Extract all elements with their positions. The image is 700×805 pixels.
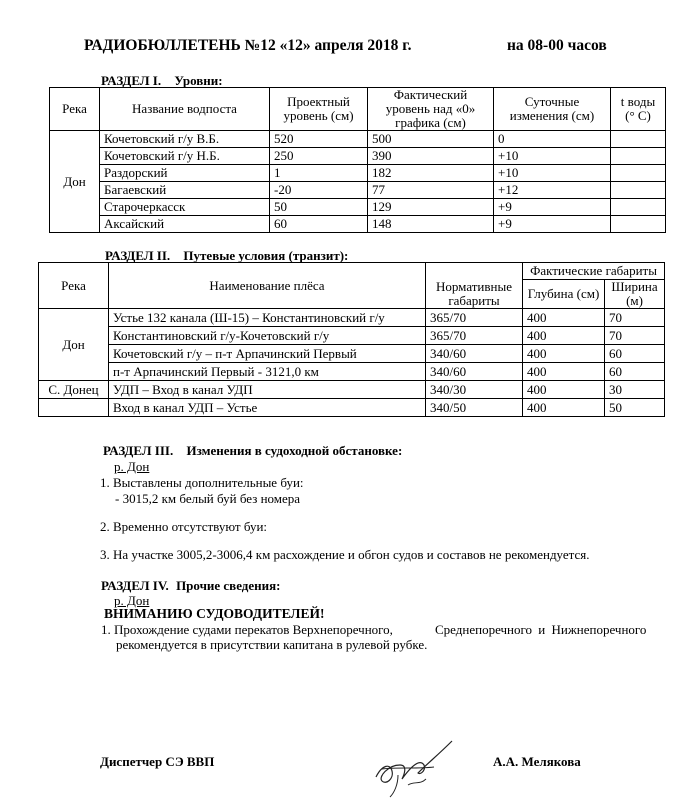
width-cell: 70 [605,309,665,327]
section3-item3: 3. На участке 3005,2-3006,4 км расхождение и обгон судов и составов не рекомендуется. [100,547,590,562]
change-cell: +12 [494,182,611,199]
section2-name: Путевые условия (транзит): [183,248,349,263]
col-reach: Наименование плёса [109,263,426,309]
river-cell: Дон [39,309,109,381]
temp-cell [611,131,666,148]
width-cell: 60 [605,363,665,381]
norm-cell: 340/60 [426,363,523,381]
post-cell: Старочеркасск [100,199,270,216]
section4-label: РАЗДЕЛ IV. [101,578,169,593]
change-cell: +9 [494,216,611,233]
attention-heading: ВНИМАНИЮ СУДОВОДИТЕЛЕЙ! [104,606,325,621]
col-norm: Нормативные габариты [426,263,523,309]
section4-item1-b: Среднепоречного и Нижнепоречного [435,622,647,637]
depth-cell: 400 [523,345,605,363]
change-cell: +10 [494,148,611,165]
table-row [39,381,665,399]
section4-river: р. Дон [114,593,150,608]
river-cell: Дон [50,131,100,233]
table-row [50,199,666,216]
section4-heading [101,578,281,594]
section1-name: Уровни: [174,73,223,88]
temp-cell [611,165,666,182]
col-project-level: Проектный уровень (см) [270,88,368,131]
dispatcher-position: Диспетчер СЭ ВВП [100,754,215,769]
col-river: Река [39,263,109,309]
section3-label: РАЗДЕЛ III. [103,443,174,458]
actual-cell: 148 [368,216,494,233]
change-cell: +9 [494,199,611,216]
reach-cell: п-т Арпачинский Первый - 3121,0 км [109,363,426,381]
depth-cell: 400 [523,363,605,381]
section4-item1-a: 1. Прохождение судами перекатов Верхнепоречного, [101,622,393,637]
col-river: Река [50,88,100,131]
river-cell: С. Донец [39,381,109,399]
actual-cell: 182 [368,165,494,182]
section3-heading [103,443,402,459]
norm-cell: 340/30 [426,381,523,399]
project-cell: 60 [270,216,368,233]
col-water-temp: t воды (° С) [611,88,666,131]
col-actual-level: Фактический уровень над «0» графика (см) [368,88,494,131]
section2-label: РАЗДЕЛ II. [105,248,171,263]
actual-cell: 77 [368,182,494,199]
project-cell: -20 [270,182,368,199]
bulletin-title-main: РАДИОБЮЛЛЕТЕНЬ №12 «12» апреля 2018 г. [84,37,412,54]
route-header-row-1 [39,263,665,280]
col-actual-group: Фактические габариты [523,263,665,280]
levels-header-row [50,88,666,131]
section3-river: р. Дон [114,459,150,474]
signer-name: А.А. Мелякова [493,754,581,769]
table-row [50,148,666,165]
table-row [39,327,665,345]
table-row [39,363,665,381]
table-row [39,399,665,417]
project-cell: 250 [270,148,368,165]
section3-item1-sub: - 3015,2 км белый буй без номера [115,491,301,506]
table-row [39,345,665,363]
section4-item1-c: рекомендуется в присутствии капитана в рулевой рубке. [116,637,428,652]
temp-cell [611,199,666,216]
reach-cell: Константиновский г/у-Кочетовский г/у [109,327,426,345]
temp-cell [611,148,666,165]
section1-label: РАЗДЕЛ I. [101,73,162,88]
col-width: Ширина (м) [605,280,665,309]
table-row [50,216,666,233]
depth-cell: 400 [523,399,605,417]
route-table [38,262,665,417]
change-cell: 0 [494,131,611,148]
section3-item1: 1. Выставлены дополнительные буи: [100,475,304,490]
width-cell: 70 [605,327,665,345]
width-cell: 50 [605,399,665,417]
signature [368,735,463,800]
section3-name: Изменения в судоходной обстановке: [186,443,403,458]
project-cell: 1 [270,165,368,182]
post-cell: Кочетовский г/у В.Б. [100,131,270,148]
actual-cell: 390 [368,148,494,165]
change-cell: +10 [494,165,611,182]
bulletin-time: на 08-00 часов [507,37,607,54]
norm-cell: 365/70 [426,327,523,345]
table-row [50,165,666,182]
table-row [50,131,666,148]
norm-cell: 340/60 [426,345,523,363]
depth-cell: 400 [523,327,605,345]
col-post: Название водпоста [100,88,270,131]
actual-cell: 500 [368,131,494,148]
norm-cell: 340/50 [426,399,523,417]
temp-cell [611,182,666,199]
width-cell: 60 [605,345,665,363]
norm-cell: 365/70 [426,309,523,327]
river-cell-empty [39,399,109,417]
col-depth: Глубина (см) [523,280,605,309]
project-cell: 50 [270,199,368,216]
table-row [50,182,666,199]
depth-cell: 400 [523,309,605,327]
table-row [39,309,665,327]
col-daily-change: Суточные изменения (см) [494,88,611,131]
levels-table [49,87,666,233]
project-cell: 520 [270,131,368,148]
reach-cell: Кочетовский г/у – п-т Арпачинский Первый [109,345,426,363]
width-cell: 30 [605,381,665,399]
post-cell: Аксайский [100,216,270,233]
reach-cell: Вход в канал УДП – Устье [109,399,426,417]
actual-cell: 129 [368,199,494,216]
post-cell: Багаевский [100,182,270,199]
section3-item2: 2. Временно отсутствуют буи: [100,519,268,534]
post-cell: Раздорский [100,165,270,182]
depth-cell: 400 [523,381,605,399]
section4-name: Прочие сведения: [176,578,281,593]
reach-cell: Устье 132 канала (Ш-15) – Константиновский г/у [109,309,426,327]
post-cell: Кочетовский г/у Н.Б. [100,148,270,165]
reach-cell: УДП – Вход в канал УДП [109,381,426,399]
temp-cell [611,216,666,233]
